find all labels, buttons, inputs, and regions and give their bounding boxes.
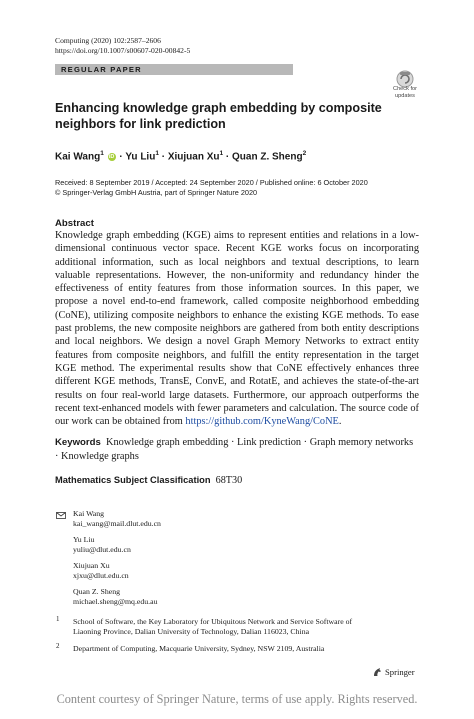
history-dates: Received: 8 September 2019 / Accepted: 24 September 2020 / Published online: 6 October 2020 [55, 178, 368, 187]
author-name[interactable]: Xiujuan Xu [167, 151, 220, 163]
author-name[interactable]: Quan Z. Sheng [232, 151, 303, 163]
affiliation-number: 1 [56, 615, 60, 623]
author-separator: · [223, 151, 233, 163]
contact-email[interactable]: xjxu@dlut.edu.cn [73, 571, 129, 580]
author-name[interactable]: Kai Wang [55, 151, 101, 163]
contact-name: Yu Liu [73, 535, 95, 544]
contact-name: Xiujuan Xu [73, 561, 110, 570]
publication-dates [55, 178, 368, 198]
journal-info [55, 36, 190, 56]
author-affiliation-mark: 1 [100, 150, 104, 157]
keywords-label: Keywords [55, 437, 101, 448]
msc-classification [55, 475, 242, 486]
author-name[interactable]: Yu Liu [125, 151, 156, 163]
contact-email[interactable]: yuliu@dlut.edu.cn [73, 545, 131, 554]
author-affiliation-mark: 1 [219, 150, 224, 157]
publisher-logo-text: Springer [385, 667, 415, 677]
contact-name: Kai Wang [73, 509, 105, 518]
author-list [55, 147, 306, 163]
contact-entry [73, 509, 161, 529]
affiliation-text: School of Software, the Key Laboratory for Ubiquitous Network and Service Software of Liaoning Province, Dalian University of Technology, Dalian 116023, China [73, 617, 353, 636]
author-affiliation-mark: 1 [155, 150, 159, 157]
check-for-updates-label [384, 86, 426, 99]
author-separator: · [158, 151, 168, 163]
abstract-text: Knowledge graph embedding (KGE) aims to represent entities and relations in a low-dimensional continuous vector space. Recent KGE works focus on incorporating additional information, such as local neighbors and textual descriptions, to learn valuable representations. However, the non-uniformity and redundancy hinder the effectiveness of entity features from those information sources. In this paper, we propose a novel end-to-end framework, called composite neighborhood embedding (CoNE), utilizing composite neighbors to enhance the existing KGE methods. To ease past problems, the new composite neighbors are gathered from both entity descriptions and local neighbors. We design a novel Graph Memory Networks to extract entity features from composite neighbors, and fulfill the entity representation in the target KGE method. The experimental results show that CoNE effectively enhances three different KGE methods, TransE, ConvE, and RotatE, and achieves the state-of-the-art results on four real-world large datasets. Furthermore, our approach outperforms the recent text-enhanced models with fewer parameters and calculation. The source code of our work can be obtained from [55, 230, 419, 428]
msc-label: Mathematics Subject Classification [55, 475, 211, 485]
contact-entry [73, 587, 157, 607]
contact-email[interactable]: michael.sheng@mq.edu.au [73, 597, 158, 606]
badge-line-2: updates [395, 92, 415, 99]
copyright-line: © Springer-Verlag GmbH Austria, part of Springer Nature 2020 [55, 188, 258, 197]
contact-name: Quan Z. Sheng [73, 587, 120, 596]
copyright-footer: Content courtesy of Springer Nature, terms of use apply. Rights reserved. [56, 692, 418, 706]
envelope-icon [56, 512, 66, 519]
contact-entry [73, 561, 129, 581]
journal-citation: Computing (2020) 102:2587–2606 [55, 36, 161, 45]
author-separator: · [116, 151, 126, 163]
article-type-banner: REGULAR PAPER [55, 64, 293, 75]
keywords-text: Knowledge graph embedding · Link prediction · Graph memory networks · Knowledge graphs [55, 437, 414, 462]
orcid-icon[interactable]: iD [108, 153, 115, 160]
keywords [55, 436, 419, 463]
abstract-body [55, 229, 419, 428]
affiliation-text: Department of Computing, Macquarie University, Sydney, NSW 2109, Australia [73, 644, 325, 653]
journal-doi[interactable]: https://doi.org/10.1007/s00607-020-00842-5 [55, 46, 191, 55]
abstract-heading: Abstract [55, 218, 94, 229]
badge-line-1: Check for [393, 86, 417, 92]
affiliation-number: 2 [56, 642, 60, 650]
springer-horse-icon [372, 667, 383, 678]
abstract-end: . [338, 416, 342, 428]
author-affiliation-mark: 2 [302, 150, 307, 157]
paper-title: Enhancing knowledge graph embedding by composite neighbors for link prediction [55, 101, 382, 131]
contact-entry [73, 535, 131, 555]
contact-email[interactable]: kai_wang@mail.dlut.edu.cn [73, 519, 161, 528]
msc-code: 68T30 [215, 475, 243, 486]
code-link[interactable]: https://github.com/KyneWang/CoNE [185, 416, 339, 428]
